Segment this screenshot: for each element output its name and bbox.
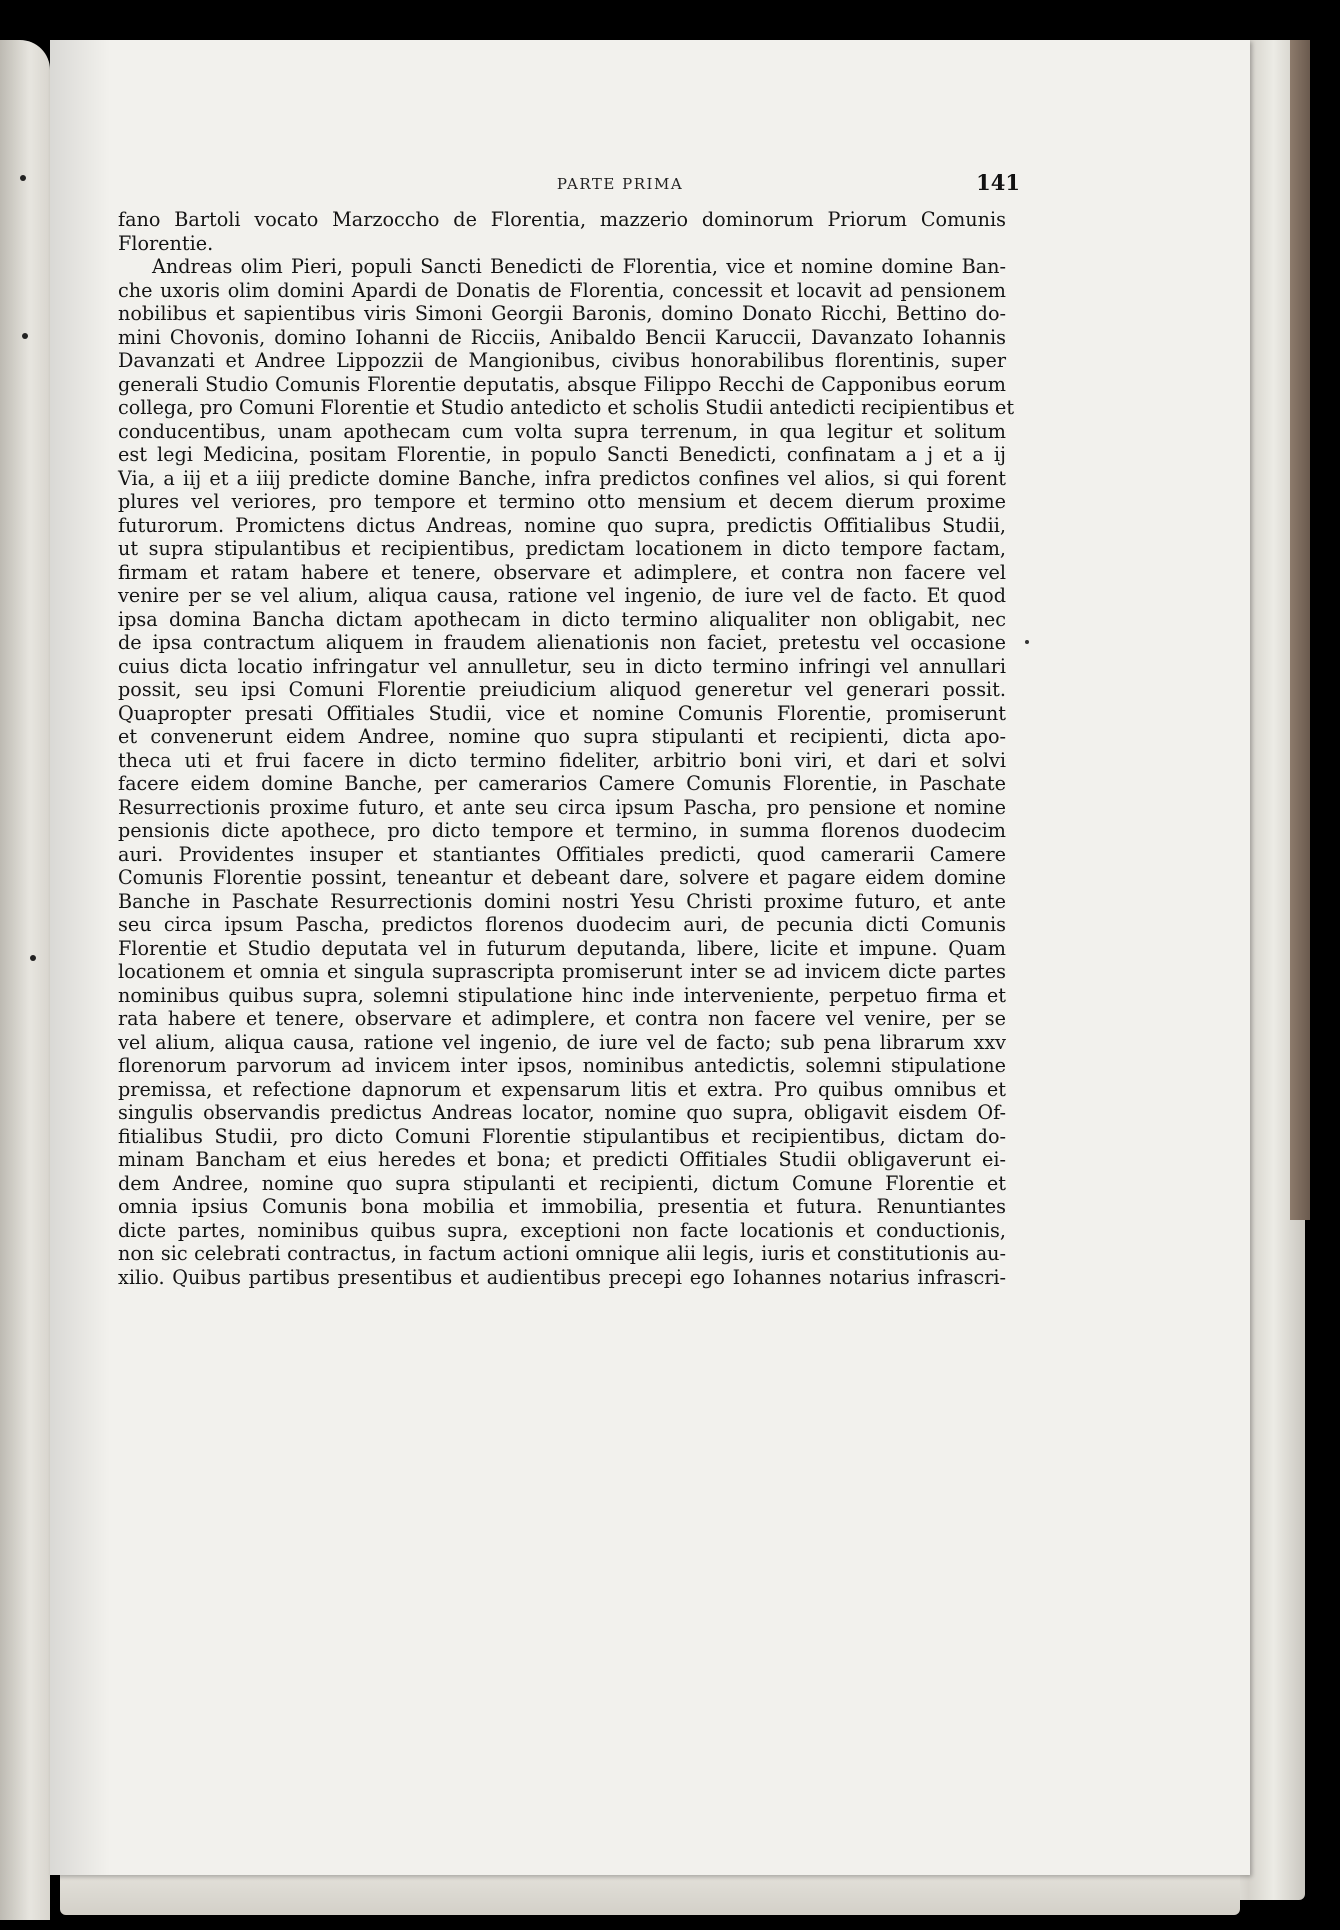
text-line: firmam et ratam habere et tenere, observare et adimplere, et contra non facere vel: [118, 560, 1006, 584]
text-line: nominibus quibus supra, solemni stipulatione hinc inde interveniente, perpetuo firma et: [118, 983, 1006, 1007]
text-line: auri. Providentes insuper et stantiantes Offitiales predicti, quod camerarii Camere: [118, 842, 1006, 866]
text-line: conducentibus, unam apothecam cum volta supra terrenum, in qua legitur et solitum: [118, 419, 1006, 443]
adjacent-page-edge: [0, 40, 50, 1920]
text-line: Andreas olim Pieri, populi Sancti Benedicti de Florentia, vice et nomine domine Ban-: [152, 255, 1006, 278]
text-line: ipsa domina Bancha dictam apothecam in dicto termino aliqualiter non obligabit, nec: [118, 607, 1006, 631]
text-line: minam Bancham et eius heredes et bona; et predicti Offitiales Studii obligaverunt ei-: [118, 1148, 1006, 1171]
text-line: ut supra stipulantibus et recipientibus, predictam locationem in dicto tempore factam,: [118, 537, 1006, 560]
body-text: [118, 208, 1015, 1289]
text-line: locationem et omnia et singula suprascripta promiserunt inter se ad invicem dicte partes: [118, 960, 1006, 983]
text-line: florenorum parvorum ad invicem inter ipsos, nominibus antedictis, solemni stipulatione: [118, 1054, 1006, 1077]
text-line: futurorum. Promictens dictus Andreas, nomine quo supra, predictis Offitialibus Studii,: [118, 513, 1006, 537]
text-line: theca uti et frui facere in dicto termino fideliter, arbitrio boni viri, et dari et solvi: [118, 748, 1006, 772]
text-line: che uxoris olim domini Apardi de Donatis de Florentia, concessit et locavit ad pensionem: [118, 278, 1006, 302]
text-line: venire per se vel alium, aliqua causa, ratione vel ingenio, de iure vel de facto. Et quod: [118, 584, 1006, 607]
text-line: et convenerunt eidem Andree, nomine quo supra stipulanti et recipienti, dicta apo-: [118, 725, 1006, 748]
text-line: possit, seu ipsi Comuni Florentie preiudicium aliquod generetur vel generari possit.: [118, 678, 1006, 701]
text-line: plures vel veriores, pro tempore et termino otto mensium et decem dierum proxime: [118, 490, 1006, 513]
book-cover-edge: [1290, 40, 1310, 1220]
text-line: cuius dicta locatio infringatur vel annulletur, seu in dicto termino infringi vel annullari: [118, 654, 1006, 678]
text-line: Florentie et Studio deputata vel in futurum deputanda, libere, licite et impune. Quam: [118, 936, 1006, 960]
text-line: premissa, et refectione dapnorum et expensarum litis et extra. Pro quibus omnibus et: [118, 1077, 1006, 1101]
text-line: non sic celebrati contractus, in factum actioni omnique alii legis, iuris et constitutionis au-: [118, 1242, 1006, 1265]
margin-mark: [30, 955, 36, 961]
text-line: nobilibus et sapientibus viris Simoni Georgii Baronis, domino Donato Ricchi, Bettino do-: [118, 302, 1006, 325]
margin-mark: [20, 175, 26, 181]
text-line: seu circa ipsum Pascha, predictos florenos duodecim auri, de pecunia dicti Comunis: [118, 913, 1006, 936]
page-speck: [1025, 640, 1029, 644]
text-line: Davanzati et Andree Lippozzii de Mangionibus, civibus honorabilibus florentinis, super: [118, 349, 1006, 372]
text-line: Resurrectionis proxime futuro, et ante seu circa ipsum Pascha, pro pensione et nomine: [118, 795, 1006, 819]
text-line: Banche in Paschate Resurrectionis domini nostri Yesu Christi proxime futuro, et ante: [118, 889, 1006, 913]
text-line: fitialibus Studii, pro dicto Comuni Florentie stipulantibus et recipientibus, dictam do-: [118, 1124, 1006, 1148]
text-line: de ipsa contractum aliquem in fraudem alienationis non faciet, pretestu vel occasione: [118, 631, 1006, 654]
page-number: 141: [976, 170, 1020, 195]
text-line: collega, pro Comuni Florentie et Studio antedicto et scholis Studii antedicti recipientibus et: [118, 396, 1015, 419]
text-line: est legi Medicina, positam Florentie, in populo Sancti Benedicti, confinatam a j et a ij: [118, 443, 1006, 466]
text-line: Comunis Florentie possint, teneantur et debeant dare, solvere et pagare eidem domine: [118, 866, 1006, 889]
text-line: omnia ipsius Comunis bona mobilia et immobilia, presentia et futura. Renuntiantes: [118, 1195, 1006, 1218]
text-line: fano Bartoli vocato Marzocchо de Florentia, mazzerio dominorum Priorum Comunis: [118, 208, 1006, 231]
margin-mark: [22, 333, 28, 339]
text-line: singulis observandis predictus Andreas locator, nomine quo supra, obligavit eisdem Of-: [118, 1101, 1006, 1124]
text-line: mini Chovonis, domino Iohanni de Ricciis, Anibaldo Bencii Karuccii, Davanzato Iohannis: [118, 325, 1006, 349]
text-line: dem Andree, nomine quo supra stipulanti et recipienti, dictum Comune Florentie et: [118, 1171, 1006, 1195]
running-head: PARTE PRIMA: [556, 175, 684, 193]
text-line: Florentie.: [118, 231, 214, 255]
text-line: rata habere et tenere, observare et adimplere, et contra non facere vel venire, per se: [118, 1007, 1006, 1030]
text-line: facere eidem domine Banche, per camerarios Camere Comunis Florentie, in Paschate: [118, 772, 1006, 795]
text-line: generali Studio Comunis Florentie deputatis, absque Filippo Recchi de Capponibus eorum: [118, 372, 1006, 396]
text-line: dicte partes, nominibus quibus supra, exceptioni non facte locationis et conductionis,: [118, 1218, 1006, 1242]
text-line: Via, a iij et a iiij predicte domine Banche, infra predictos confines vel alios, si qui forent: [118, 466, 1006, 490]
text-line: Quapropter presati Offitiales Studii, vice et nomine Comunis Florentie, promiserunt: [118, 701, 1006, 725]
text-line: xilio. Quibus partibus presentibus et audientibus precepi ego Iohannes notarius infrascri-: [118, 1265, 1006, 1289]
book-page: [50, 40, 1250, 1875]
text-line: pensionis dicte apothece, pro dicto tempore et termino, in summa florenos duodecim: [118, 819, 1006, 842]
text-line: vel alium, aliqua causa, ratione vel ingenio, de iure vel de facto; sub pena librarum xxv: [118, 1030, 1006, 1054]
